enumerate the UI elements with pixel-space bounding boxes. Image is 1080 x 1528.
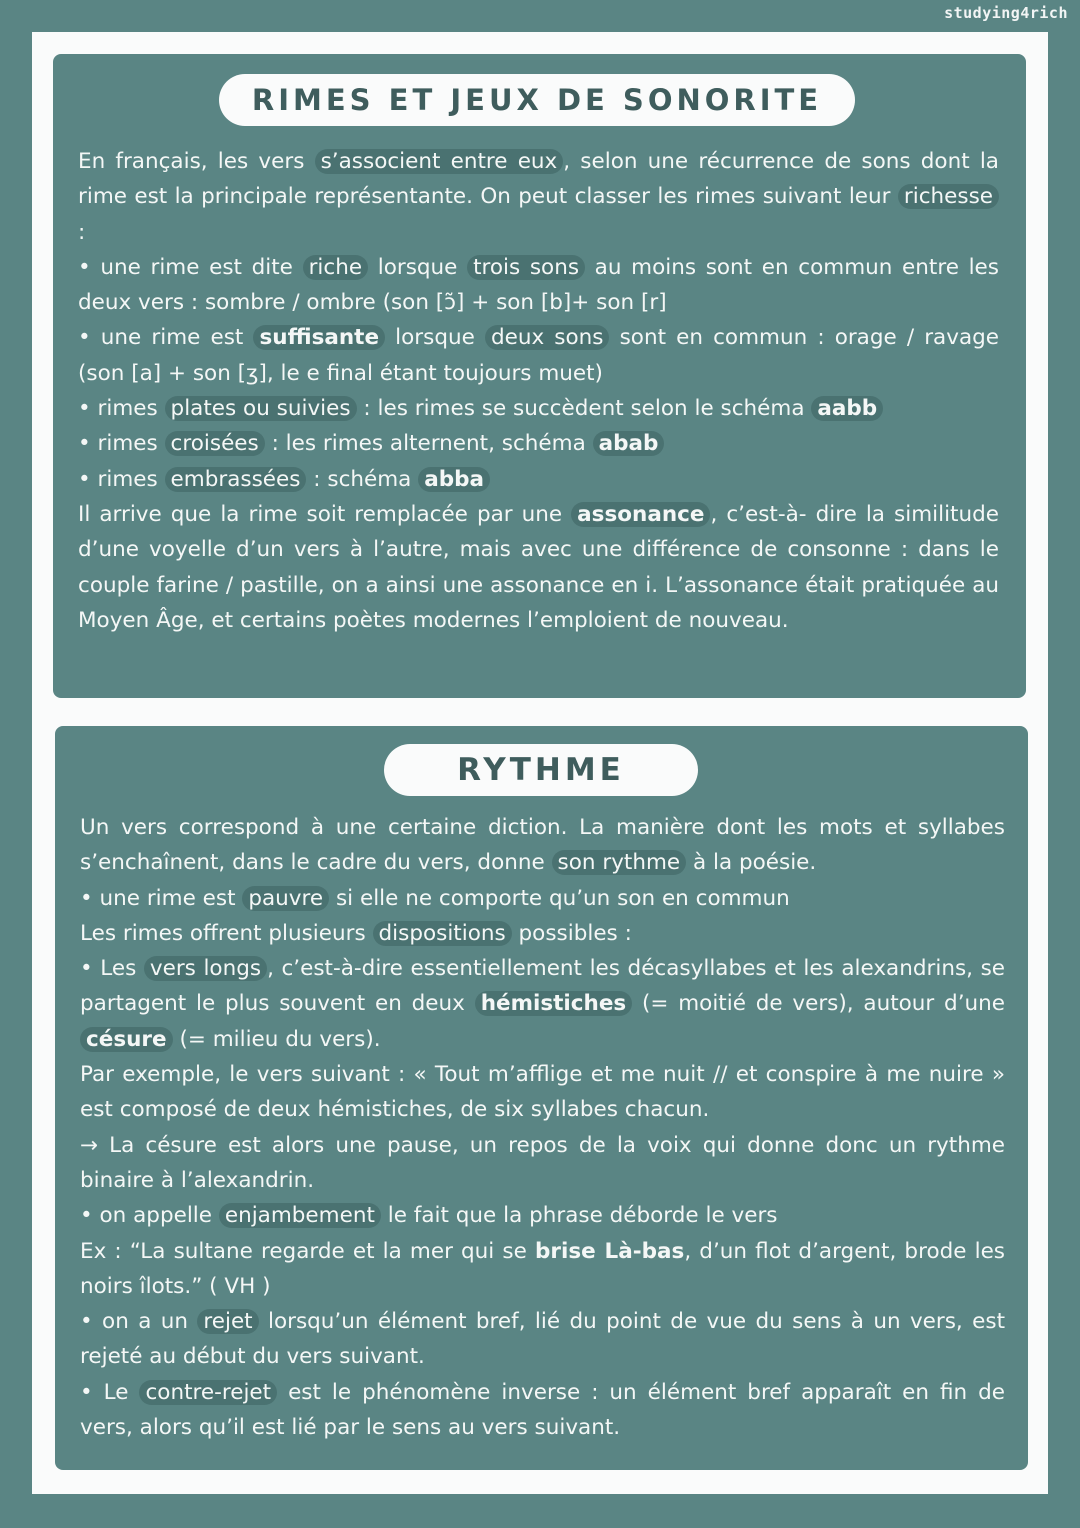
bullet-enjambement: • on appelle enjambement le fait que la phrase déborde le vers (80, 1203, 778, 1229)
bullet-rimes-croisees: • rimes croisées : les rimes alternent, schéma abab (78, 426, 999, 461)
paragraph-cesure: → La césure est alors une pause, un repos de la voix qui donne donc un rythme binaire à l’alexandrin. (80, 1132, 1005, 1193)
watermark: studying4rich (944, 4, 1068, 22)
section-title-rythme: RYTHME (384, 744, 698, 796)
section-rimes (53, 54, 1026, 698)
paragraph-exemple-vh: Ex : “La sultane regarde et la mer qui se brise Là-bas, d’un flot d’argent, brode les noirs îlots.” ( VH ) (80, 1238, 1006, 1299)
section-body-rimes (78, 144, 999, 638)
bullet-rime-suffisante: • une rime est suffisante lorsque deux sons sont en commun : orage / ravage (son [a] + son [ʒ], le e final étant toujours muet) (78, 325, 1000, 386)
paragraph-dispositions: Les rimes offrent plusieurs dispositions possibles : (80, 920, 632, 946)
page-sheet (32, 32, 1048, 1494)
section-title-rimes: RIMES ET JEUX DE SONORITE (219, 74, 855, 126)
bullet-rime-riche: • une rime est dite riche lorsque trois sons au moins sont en commun entre les deux vers : sombre / ombre (son [ɔ̃] + son [b]+ son [r] (78, 254, 999, 316)
bullet-rejet: • on a un rejet lorsqu’un élément bref, lié du point de vue du sens à un vers, est rejeté au début du vers suivant. (80, 1309, 1005, 1370)
bullet-contre-rejet: • Le contre-rejet est le phénomène inverse : un élément bref apparaît en fin de vers, alors qu’il est lié par le sens au vers suivant. (80, 1379, 1005, 1441)
paragraph-diction: Un vers correspond à une certaine diction. La manière dont les mots et syllabes s’enchaînent, dans le cadre du vers, donne son rythme à la poésie. (80, 815, 1005, 876)
section-body-rythme (80, 810, 1005, 1445)
paragraph-assonance: Il arrive que la rime soit remplacée par une assonance , c’est-à- dire la similitude d’une voyelle d’un vers à l’autre, mais avec une différence de consonne : dans le couple farine / pastille, on a ainsi une assonance en i. L’assonance était pratiquée au Moyen Âge, et certains poètes modernes l’emploient de nouveau. (78, 501, 999, 633)
paragraph-intro: En français, les vers s’associent entre eux , selon une récurrence de sons dont la rime est la principale représentante. On peut classer les rimes suivant leur richesse : (78, 149, 999, 245)
bullet-rimes-plates: • rimes plates ou suivies : les rimes se succèdent selon le schéma aabb (78, 391, 999, 426)
paragraph-exemple: Par exemple, le vers suivant : « Tout m’afflige et me nuit // et conspire à me nuire » est composé de deux hémistiches, de six syllabes chacun. (80, 1062, 1005, 1123)
section-rythme (55, 726, 1028, 1470)
bullet-vers-longs: • Les vers longs , c’est-à-dire essentiellement les décasyllabes et les alexandrins, se partagent le plus souvent en deux hémistiches (= moitié de vers), autour d’une césure (= milieu du vers). (80, 956, 1006, 1052)
bullet-rimes-embrassees: • rimes embrassées : schéma abba (78, 462, 999, 497)
bullet-rime-pauvre: • une rime est pauvre si elle ne comporte qu’un son en commun (80, 885, 790, 911)
